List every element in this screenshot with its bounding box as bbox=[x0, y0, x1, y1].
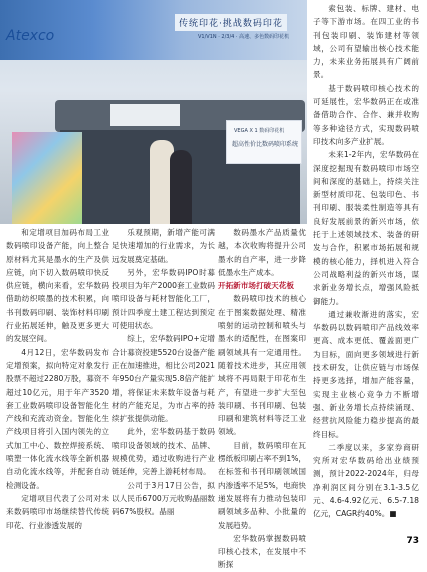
paragraph: 基于数码喷印核心技术的可延展性，宏华数码正在或准备借助合作、合作、兼并收购等多种途径方式，实现数码喷印技术向多产业扩展。 bbox=[313, 83, 419, 146]
paragraph: 定增项目代表了公司对未来数码喷印市场继续替代传统印花、行业渗透发展的 bbox=[6, 493, 109, 530]
paragraph: 公司于3月17日公告，拟以人民币6700万元收购晶丽数码67%股权。晶丽 bbox=[112, 480, 215, 517]
paragraph: 此外，宏华数码基于数码喷印设备领域的技术、品牌、规模优势，通过收购进行产业链延伸，完善上游耗材布局。 bbox=[112, 427, 215, 477]
end-mark: ■ bbox=[389, 509, 397, 519]
page-number: 73 bbox=[406, 536, 419, 546]
paragraph: 4月12日，宏华数码发布定增预案，拟向特定对象发行股票不超过2280万股，募资不超过10亿元，用于年产3520套工业数码喷印设备智能化生产线和充流动资金。智能化生产线项目将引入国内领先的立式加工中心、数控焊接系统、喷塑一体化流水线等全新机器自动化流水线等，并配套自动检测设备。 bbox=[6, 347, 109, 490]
product-signboard bbox=[226, 120, 302, 164]
paragraph: 数码墨水产品质量优越，本次收购将提升公司墨水的自产率，进一步降低墨水生产成本。 bbox=[218, 228, 306, 277]
paragraph-text: 二季度以来，多家券商研究所对宏华数码给出业绩预测，预计2022-2024年，归母净利润区间分别在3.1-3.5亿元、4.6-4.92亿元、6.5-7.18亿元，CAGR约40%。 bbox=[313, 442, 419, 519]
paragraph bbox=[313, 441, 419, 521]
paragraph: 综上，宏华数码IPO+定增合计募资投建5520台设备产能正在加速推进，相比公司2021年950台产量实现5.8倍产能扩增，将保证未来数年设备与耗材的产能充足，为市占率的持续扩张提供动能。 bbox=[112, 334, 215, 424]
paragraph: 目前，数码喷印在瓦楞纸板印刷占率不到1%，在标签和书刊印刷领域国内渗透率不足5%，电商快递发展将有力推动包装印刷领域多品种、小批量的发展趋势。 bbox=[218, 440, 306, 530]
paragraph: 索包装、标牌、建材、电子等下游市场。在四工业的书刊包装印刷、装饰建材等领域，公司有望输出核心技术能力，未来业务拓展具有广阔前景。 bbox=[313, 4, 419, 80]
signboard-model: VEGA X 1 数码印花机 bbox=[234, 128, 285, 134]
text-column-3 bbox=[218, 226, 306, 572]
paragraph: 和定增项目加码布局工业数码喷印设备产能，向上整合原材料尤其是墨水的生产及供应链，向下切入数码喷印快反供应链，横向来看，宏华数码借助纺织喷墨的技术积累，向书刊数码印刷、装饰材料印刷行业拓展延伸，触及更多更大的发展空间。 bbox=[6, 228, 109, 344]
printer-panel bbox=[110, 104, 180, 126]
paragraph: 宏华数码掌握数码喷印核心技术，在发展中不断探 bbox=[218, 533, 306, 570]
exhibition-photo bbox=[0, 0, 307, 224]
text-column-2 bbox=[112, 226, 215, 519]
booth-slogan: 传统印花·挑战数码印花 bbox=[175, 14, 287, 31]
signboard-tagline: 超高性价比数码喷印系统 bbox=[232, 141, 299, 148]
printed-fabric bbox=[12, 132, 82, 224]
paragraph: 数码喷印技术的核心在于图案数据处理、精准喷射的运动控制和喷头与墨水的适配性，在图案印刷领域具有一定通用性。随着技术进步，其应用领域将不再局限于印花布生产，有望进一步扩大至包装印刷、书刊印刷、包装印刷和建筑材料等泛工业领域。 bbox=[218, 294, 306, 437]
paragraph: 通过兼收渐进的落实，宏华数码以数码喷印产品线效率更高、成本更低、覆盖面更广为目标，面向更多领域进行新技术研发，让供应链与市场保持更多选择，增加产能容量，实现主业核心竞争力不断增强、新业务增长点持续涌现、经营抗风险能力稳步提高的最终目标。 bbox=[313, 309, 419, 439]
text-column-4 bbox=[313, 2, 419, 521]
paragraph: 另外，宏华数码IPO时募投项目为年产2000套工业数码喷印设备与耗材智能化工厂，预计四季度土建工程达到预定可使用状态。 bbox=[112, 267, 215, 331]
text-column-1 bbox=[6, 226, 109, 532]
paragraph: 乐观预期，新增产能可满足快速增加的行业需求，为长远发展奠定基础。 bbox=[112, 228, 215, 264]
atexco-logo: Atexco bbox=[6, 28, 55, 44]
visitor-figure bbox=[170, 150, 192, 224]
paragraph: 未来1-2年内，宏华数码在深度挖掘现有数码喷印市场空间和深度的基础上，持续关注新型材质印花、包装印色、书刊印刷、服装柔性制造等具有良好发展前景的新兴市场，依托于上述领域技术、装备的研发与合作，积累市场拓展和规模的核心能力，择机进入符合公司战略利益的新兴市场，谋求新业务增长点，增强风险抵御能力。 bbox=[313, 150, 419, 306]
booth-subtitle: V1/V1N · 2/3/4 · 高速、多色数码印花机 bbox=[198, 34, 290, 40]
section-heading: 开拓新市场打破天花板 bbox=[218, 281, 294, 291]
